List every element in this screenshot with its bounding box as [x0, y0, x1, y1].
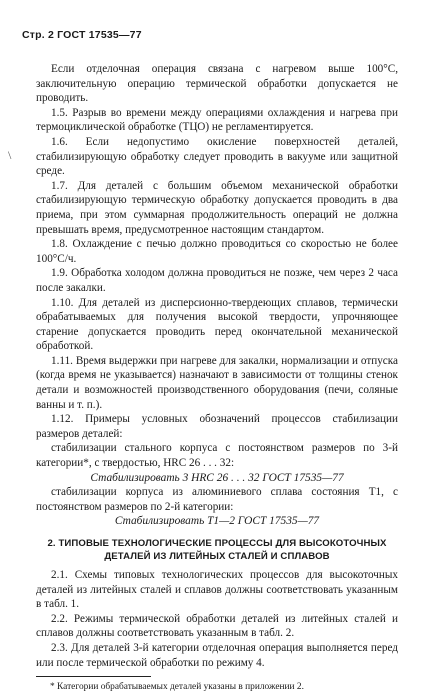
- paragraph: Если отделочная операция связана с нагревом выше 100°С, заключительную операцию термической обработки допускается не проводить.: [36, 63, 398, 105]
- paragraph: 1.9. Обработка холодом должна проводиться не позже, чем через 2 часа после закалки.: [36, 267, 398, 294]
- paragraph: 1.6. Если недопустимо окисление поверхностей деталей, стабилизирующую обработку следует проводить в вакууме или защитной среде.: [36, 135, 398, 178]
- paragraph: 1.7. Для деталей с большим объемом механической обработки стабилизирующую термическую обработку допускается проводить в два приема, при этом суммарная продолжительность операций не должна превышать время, предусмотренное настоящим стандартом.: [36, 179, 398, 236]
- page-header: Стр. 2 ГОСТ 17535—77: [22, 29, 142, 41]
- designation-formula: Стабилизировать Т1—2 ГОСТ 17535—77: [114, 515, 320, 528]
- paragraph: 1.10. Для деталей из дисперсионно-твердеющих сплавов, термически обрабатываемых для получения высокой твердости, упрочняющее старение допускается проводить перед окончательной механической обработкой.: [36, 296, 398, 353]
- paragraph: 1.8. Охлаждение с печью должно проводиться со скоростью не более 100°С/ч.: [36, 238, 398, 265]
- section-title: 2. ТИПОВЫЕ ТЕХНОЛОГИЧЕСКИЕ ПРОЦЕССЫ ДЛЯ ВЫСОКОТОЧНЫХ ДЕТАЛЕЙ ИЗ ЛИТЕЙНЫХ СТАЛЕЙ И СПЛАВОВ: [47, 538, 387, 562]
- paragraph: 1.11. Время выдержки при нагреве для закалки, нормализации и отпуска (когда время не указывается) назначают в зависимости от толщины стенок детали и возможностей производственного оборудования (печи, соляные ванны и т. п.).: [36, 354, 398, 411]
- margin-mark: \: [8, 148, 12, 162]
- paragraph: 2.2. Режимы термической обработки деталей из литейных сталей и сплавов должны соответствовать указанным в табл. 2.: [36, 612, 398, 640]
- footnote: * Категории обрабатываемых деталей указаны в приложении 2.: [50, 682, 304, 693]
- designation-formula: Стабилизировать 3 HRC 26 . . . 32 ГОСТ 17535—77: [90, 471, 344, 484]
- paragraph: стабилизации стального корпуса с постоянством размеров по 3-й категории*, с твердостью, HRC 26 . . . 32:: [36, 442, 398, 470]
- paragraph: 1.5. Разрыв во времени между операциями охлаждения и нагрева при термоциклической обработке (ТЦО) не регламентируется.: [36, 106, 398, 134]
- page-body: [36, 62, 398, 693]
- paragraph: 2.3. Для деталей 3-й категории отделочная операция выполняется перед или после термической обработки по режиму 4.: [36, 641, 398, 669]
- paragraph: 1.12. Примеры условных обозначений процессов стабилизации размеров деталей:: [36, 413, 398, 440]
- footnote-rule: [36, 676, 151, 677]
- paragraph: 2.1. Схемы типовых технологических процессов для высокоточных деталей из литейных сталей и сплавов должны соответствовать указанным в табл. 1.: [36, 569, 398, 611]
- paragraph: стабилизации корпуса из алюминиевого сплава состояния Т1, с постоянством размеров по 2-й категории:: [36, 486, 398, 513]
